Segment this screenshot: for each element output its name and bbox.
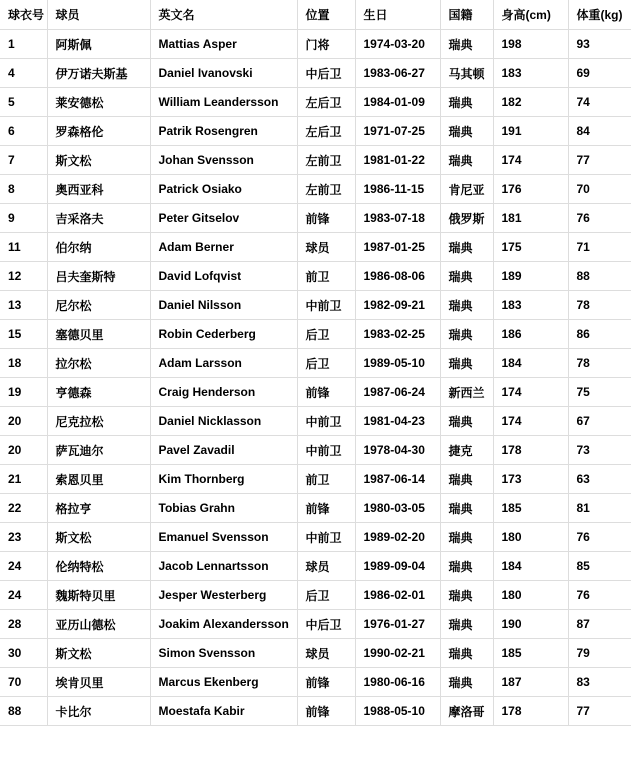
cell-player-name-en: Adam Larsson <box>150 349 297 378</box>
cell-nationality: 瑞典 <box>440 581 493 610</box>
cell-nationality: 捷克 <box>440 436 493 465</box>
cell-player-name-en: Johan Svensson <box>150 146 297 175</box>
cell-nationality: 瑞典 <box>440 262 493 291</box>
cell-player-name-cn: 埃肯贝里 <box>47 668 150 697</box>
cell-jersey-number: 11 <box>0 233 47 262</box>
header-cell-height-cm: 身高(cm) <box>493 0 568 30</box>
cell-nationality: 瑞典 <box>440 668 493 697</box>
cell-nationality: 瑞典 <box>440 407 493 436</box>
cell-player-name-en: Kim Thornberg <box>150 465 297 494</box>
table-row <box>0 436 631 465</box>
cell-weight-kg: 63 <box>568 465 631 494</box>
cell-birthdate: 1987-01-25 <box>355 233 440 262</box>
cell-player-name-cn: 伦纳特松 <box>47 552 150 581</box>
cell-nationality: 新西兰 <box>440 378 493 407</box>
cell-height-cm: 178 <box>493 436 568 465</box>
cell-height-cm: 175 <box>493 233 568 262</box>
cell-player-name-cn: 奥西亚科 <box>47 175 150 204</box>
cell-player-name-en: Craig Henderson <box>150 378 297 407</box>
cell-weight-kg: 77 <box>568 697 631 726</box>
cell-weight-kg: 79 <box>568 639 631 668</box>
cell-player-name-en: Joakim Alexandersson <box>150 610 297 639</box>
cell-jersey-number: 8 <box>0 175 47 204</box>
cell-player-name-cn: 尼尔松 <box>47 291 150 320</box>
cell-jersey-number: 30 <box>0 639 47 668</box>
cell-birthdate: 1989-05-10 <box>355 349 440 378</box>
cell-birthdate: 1983-07-18 <box>355 204 440 233</box>
cell-player-name-cn: 亚历山德松 <box>47 610 150 639</box>
cell-nationality: 瑞典 <box>440 233 493 262</box>
cell-position: 前卫 <box>297 262 355 291</box>
cell-jersey-number: 22 <box>0 494 47 523</box>
table-row <box>0 204 631 233</box>
cell-player-name-cn: 萨瓦迪尔 <box>47 436 150 465</box>
cell-player-name-en: Marcus Ekenberg <box>150 668 297 697</box>
cell-nationality: 肯尼亚 <box>440 175 493 204</box>
cell-birthdate: 1980-03-05 <box>355 494 440 523</box>
cell-nationality: 瑞典 <box>440 494 493 523</box>
cell-weight-kg: 93 <box>568 30 631 59</box>
table-row <box>0 175 631 204</box>
cell-player-name-cn: 索恩贝里 <box>47 465 150 494</box>
header-cell-birthdate: 生日 <box>355 0 440 30</box>
cell-position: 中前卫 <box>297 407 355 436</box>
cell-nationality: 瑞典 <box>440 320 493 349</box>
cell-height-cm: 191 <box>493 117 568 146</box>
cell-height-cm: 182 <box>493 88 568 117</box>
cell-weight-kg: 86 <box>568 320 631 349</box>
cell-nationality: 摩洛哥 <box>440 697 493 726</box>
cell-position: 左后卫 <box>297 117 355 146</box>
cell-jersey-number: 6 <box>0 117 47 146</box>
cell-weight-kg: 78 <box>568 349 631 378</box>
cell-birthdate: 1981-01-22 <box>355 146 440 175</box>
cell-birthdate: 1981-04-23 <box>355 407 440 436</box>
cell-height-cm: 187 <box>493 668 568 697</box>
cell-birthdate: 1978-04-30 <box>355 436 440 465</box>
table-row <box>0 30 631 59</box>
cell-player-name-en: Peter Gitselov <box>150 204 297 233</box>
cell-birthdate: 1987-06-24 <box>355 378 440 407</box>
cell-player-name-cn: 莱安德松 <box>47 88 150 117</box>
cell-weight-kg: 85 <box>568 552 631 581</box>
header-cell-player-name-en: 英文名 <box>150 0 297 30</box>
cell-player-name-en: Pavel Zavadil <box>150 436 297 465</box>
cell-birthdate: 1983-02-25 <box>355 320 440 349</box>
table-row <box>0 610 631 639</box>
cell-height-cm: 198 <box>493 30 568 59</box>
cell-jersey-number: 28 <box>0 610 47 639</box>
cell-nationality: 瑞典 <box>440 610 493 639</box>
cell-weight-kg: 73 <box>568 436 631 465</box>
cell-birthdate: 1986-11-15 <box>355 175 440 204</box>
cell-nationality: 瑞典 <box>440 349 493 378</box>
cell-height-cm: 174 <box>493 407 568 436</box>
cell-position: 中前卫 <box>297 291 355 320</box>
cell-weight-kg: 88 <box>568 262 631 291</box>
cell-player-name-en: Jacob Lennartsson <box>150 552 297 581</box>
cell-jersey-number: 9 <box>0 204 47 233</box>
table-row <box>0 291 631 320</box>
cell-height-cm: 185 <box>493 639 568 668</box>
cell-birthdate: 1982-09-21 <box>355 291 440 320</box>
cell-birthdate: 1990-02-21 <box>355 639 440 668</box>
cell-position: 球员 <box>297 639 355 668</box>
cell-height-cm: 180 <box>493 523 568 552</box>
cell-nationality: 瑞典 <box>440 291 493 320</box>
cell-jersey-number: 20 <box>0 407 47 436</box>
cell-player-name-cn: 卡比尔 <box>47 697 150 726</box>
cell-player-name-en: Moestafa Kabir <box>150 697 297 726</box>
cell-player-name-en: Patrick Osiako <box>150 175 297 204</box>
cell-player-name-en: David Lofqvist <box>150 262 297 291</box>
cell-birthdate: 1980-06-16 <box>355 668 440 697</box>
cell-nationality: 俄罗斯 <box>440 204 493 233</box>
header-row <box>0 0 631 30</box>
cell-height-cm: 173 <box>493 465 568 494</box>
cell-nationality: 马其顿 <box>440 59 493 88</box>
cell-player-name-en: Jesper Westerberg <box>150 581 297 610</box>
cell-position: 中后卫 <box>297 59 355 88</box>
cell-birthdate: 1974-03-20 <box>355 30 440 59</box>
cell-birthdate: 1986-08-06 <box>355 262 440 291</box>
header-cell-weight-kg: 体重(kg) <box>568 0 631 30</box>
cell-player-name-cn: 吕夫奎斯特 <box>47 262 150 291</box>
cell-player-name-cn: 伊万诺夫斯基 <box>47 59 150 88</box>
cell-position: 前锋 <box>297 697 355 726</box>
cell-birthdate: 1987-06-14 <box>355 465 440 494</box>
cell-position: 中前卫 <box>297 436 355 465</box>
cell-player-name-en: Patrik Rosengren <box>150 117 297 146</box>
cell-weight-kg: 76 <box>568 581 631 610</box>
cell-jersey-number: 12 <box>0 262 47 291</box>
cell-jersey-number: 18 <box>0 349 47 378</box>
cell-weight-kg: 69 <box>568 59 631 88</box>
table-row <box>0 349 631 378</box>
cell-player-name-en: Adam Berner <box>150 233 297 262</box>
cell-height-cm: 185 <box>493 494 568 523</box>
cell-height-cm: 189 <box>493 262 568 291</box>
cell-birthdate: 1988-05-10 <box>355 697 440 726</box>
cell-height-cm: 181 <box>493 204 568 233</box>
table-row <box>0 378 631 407</box>
cell-weight-kg: 71 <box>568 233 631 262</box>
cell-weight-kg: 84 <box>568 117 631 146</box>
cell-height-cm: 183 <box>493 59 568 88</box>
table-row <box>0 494 631 523</box>
cell-weight-kg: 67 <box>568 407 631 436</box>
cell-jersey-number: 15 <box>0 320 47 349</box>
cell-jersey-number: 1 <box>0 30 47 59</box>
table-row <box>0 117 631 146</box>
cell-player-name-cn: 斯文松 <box>47 523 150 552</box>
cell-player-name-cn: 拉尔松 <box>47 349 150 378</box>
cell-nationality: 瑞典 <box>440 523 493 552</box>
cell-player-name-en: Emanuel Svensson <box>150 523 297 552</box>
header-cell-player-name-cn: 球员 <box>47 0 150 30</box>
cell-weight-kg: 70 <box>568 175 631 204</box>
cell-position: 球员 <box>297 552 355 581</box>
cell-player-name-en: Daniel Nicklasson <box>150 407 297 436</box>
cell-height-cm: 190 <box>493 610 568 639</box>
cell-nationality: 瑞典 <box>440 465 493 494</box>
cell-jersey-number: 19 <box>0 378 47 407</box>
header-cell-nationality: 国籍 <box>440 0 493 30</box>
cell-jersey-number: 20 <box>0 436 47 465</box>
cell-jersey-number: 24 <box>0 581 47 610</box>
cell-jersey-number: 23 <box>0 523 47 552</box>
cell-nationality: 瑞典 <box>440 30 493 59</box>
table-row <box>0 88 631 117</box>
cell-position: 前锋 <box>297 204 355 233</box>
table-row <box>0 465 631 494</box>
header-cell-position: 位置 <box>297 0 355 30</box>
roster-table-body <box>0 30 631 726</box>
table-row <box>0 320 631 349</box>
table-row <box>0 552 631 581</box>
cell-player-name-cn: 塞德贝里 <box>47 320 150 349</box>
cell-jersey-number: 5 <box>0 88 47 117</box>
cell-weight-kg: 87 <box>568 610 631 639</box>
cell-nationality: 瑞典 <box>440 552 493 581</box>
cell-height-cm: 183 <box>493 291 568 320</box>
cell-nationality: 瑞典 <box>440 88 493 117</box>
cell-weight-kg: 78 <box>568 291 631 320</box>
cell-player-name-cn: 伯尔纳 <box>47 233 150 262</box>
cell-position: 前锋 <box>297 494 355 523</box>
cell-position: 前卫 <box>297 465 355 494</box>
cell-position: 后卫 <box>297 581 355 610</box>
table-row <box>0 523 631 552</box>
cell-player-name-en: Robin Cederberg <box>150 320 297 349</box>
cell-weight-kg: 74 <box>568 88 631 117</box>
cell-height-cm: 180 <box>493 581 568 610</box>
cell-weight-kg: 83 <box>568 668 631 697</box>
cell-height-cm: 184 <box>493 349 568 378</box>
cell-height-cm: 186 <box>493 320 568 349</box>
cell-weight-kg: 76 <box>568 204 631 233</box>
table-row <box>0 407 631 436</box>
cell-height-cm: 178 <box>493 697 568 726</box>
cell-position: 后卫 <box>297 349 355 378</box>
cell-player-name-cn: 亨德森 <box>47 378 150 407</box>
cell-position: 左前卫 <box>297 175 355 204</box>
table-row <box>0 233 631 262</box>
cell-jersey-number: 4 <box>0 59 47 88</box>
cell-birthdate: 1976-01-27 <box>355 610 440 639</box>
table-row <box>0 262 631 291</box>
cell-height-cm: 174 <box>493 146 568 175</box>
cell-player-name-cn: 吉采洛夫 <box>47 204 150 233</box>
cell-player-name-cn: 阿斯佩 <box>47 30 150 59</box>
cell-player-name-en: Mattias Asper <box>150 30 297 59</box>
cell-player-name-cn: 罗森格伦 <box>47 117 150 146</box>
cell-position: 前锋 <box>297 668 355 697</box>
cell-player-name-en: Simon Svensson <box>150 639 297 668</box>
cell-player-name-en: Tobias Grahn <box>150 494 297 523</box>
cell-position: 后卫 <box>297 320 355 349</box>
header-cell-jersey-number: 球衣号 <box>0 0 47 30</box>
cell-weight-kg: 76 <box>568 523 631 552</box>
cell-player-name-en: Daniel Ivanovski <box>150 59 297 88</box>
cell-weight-kg: 81 <box>568 494 631 523</box>
cell-player-name-en: Daniel Nilsson <box>150 291 297 320</box>
cell-position: 前锋 <box>297 378 355 407</box>
cell-jersey-number: 7 <box>0 146 47 175</box>
table-row <box>0 668 631 697</box>
cell-birthdate: 1983-06-27 <box>355 59 440 88</box>
cell-player-name-cn: 格拉亨 <box>47 494 150 523</box>
cell-position: 左后卫 <box>297 88 355 117</box>
cell-position: 中前卫 <box>297 523 355 552</box>
cell-birthdate: 1989-02-20 <box>355 523 440 552</box>
cell-position: 中后卫 <box>297 610 355 639</box>
cell-weight-kg: 75 <box>568 378 631 407</box>
cell-birthdate: 1986-02-01 <box>355 581 440 610</box>
cell-jersey-number: 24 <box>0 552 47 581</box>
cell-nationality: 瑞典 <box>440 639 493 668</box>
cell-birthdate: 1971-07-25 <box>355 117 440 146</box>
cell-nationality: 瑞典 <box>440 146 493 175</box>
cell-jersey-number: 21 <box>0 465 47 494</box>
cell-jersey-number: 70 <box>0 668 47 697</box>
cell-weight-kg: 77 <box>568 146 631 175</box>
cell-height-cm: 184 <box>493 552 568 581</box>
cell-birthdate: 1989-09-04 <box>355 552 440 581</box>
cell-player-name-cn: 斯文松 <box>47 146 150 175</box>
cell-jersey-number: 13 <box>0 291 47 320</box>
cell-nationality: 瑞典 <box>440 117 493 146</box>
cell-birthdate: 1984-01-09 <box>355 88 440 117</box>
cell-player-name-cn: 尼克拉松 <box>47 407 150 436</box>
table-row <box>0 581 631 610</box>
table-row <box>0 59 631 88</box>
cell-player-name-cn: 斯文松 <box>47 639 150 668</box>
table-row <box>0 146 631 175</box>
cell-height-cm: 174 <box>493 378 568 407</box>
cell-jersey-number: 88 <box>0 697 47 726</box>
cell-position: 左前卫 <box>297 146 355 175</box>
cell-height-cm: 176 <box>493 175 568 204</box>
cell-player-name-en: William Leandersson <box>150 88 297 117</box>
cell-player-name-cn: 魏斯特贝里 <box>47 581 150 610</box>
table-row <box>0 639 631 668</box>
cell-position: 门将 <box>297 30 355 59</box>
cell-position: 球员 <box>297 233 355 262</box>
table-row <box>0 697 631 726</box>
